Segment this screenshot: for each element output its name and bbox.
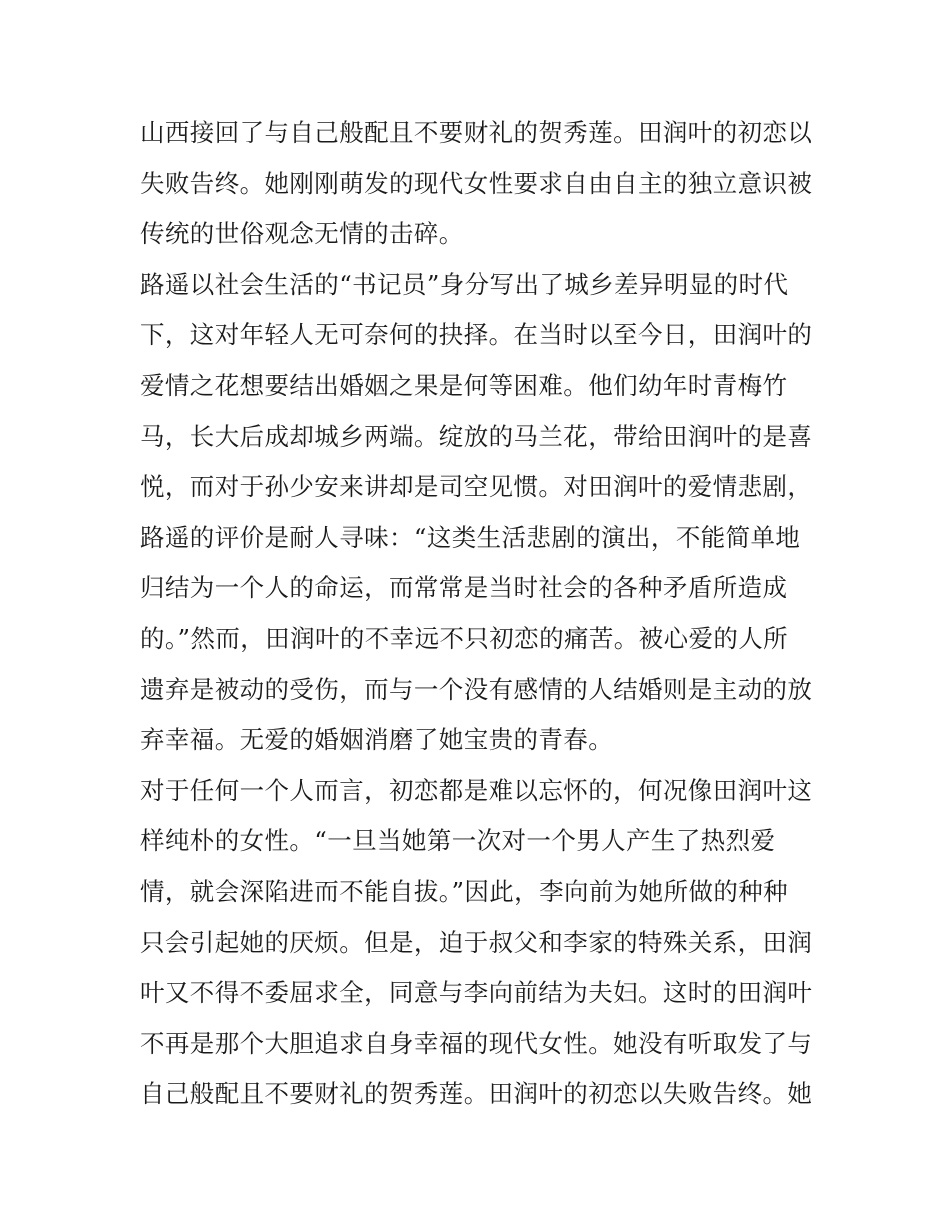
text-line: 情，就会深陷进而不能自拔。”因此，李向前为她所做的种种 (140, 876, 789, 906)
text-line: 对于任何一个人而言，初恋都是难以忘怀的，何况像田润叶这 (140, 775, 813, 805)
text-line: 传统的世俗观念无情的击碎。 (140, 219, 464, 249)
text-line: 样纯朴的女性。“一旦当她第一次对一个男人产生了热烈爱 (140, 826, 776, 856)
body-text (140, 108, 820, 1120)
text-line: 叶又不得不委屈求全，同意与李向前结为夫妇。这时的田润叶 (140, 978, 813, 1008)
text-line: 马，长大后成却城乡两端。绽放的马兰花，带给田润叶的是喜 (140, 421, 813, 451)
text-line: 山西接回了与自己般配且不要财礼的贺秀莲。田润叶的初恋以 (140, 118, 813, 147)
text-line: 爱情之花想要结出婚姻之果是何等困难。他们幼年时青梅竹 (140, 370, 788, 400)
text-line: 自己般配且不要财礼的贺秀莲。田润叶的初恋以失败告终。她 (140, 1079, 813, 1109)
text-line: 悦，而对于孙少安来讲却是司空见惯。对田润叶的爱情悲剧， (140, 472, 813, 502)
text-line: 下，这对年轻人无可奈何的抉择。在当时以至今日，田润叶的 (140, 320, 813, 350)
text-line: 路遥以社会生活的“书记员”身分写出了城乡差异明显的时代 (140, 269, 789, 299)
text-line: 只会引起她的厌烦。但是，迫于叔父和李家的特殊关系，田润 (140, 927, 813, 957)
text-line: 不再是那个大胆追求自身幸福的现代女性。她没有听取发了与 (140, 1028, 813, 1058)
text-line: 路遥的评价是耐人寻味：“这类生活悲剧的演出，不能简单地 (140, 522, 801, 552)
text-line: 弃幸福。无爱的婚姻消磨了她宝贵的青春。 (140, 725, 614, 755)
text-line: 的。”然而，田润叶的不幸远不只初恋的痛苦。被心爱的人所 (140, 623, 789, 653)
text-line: 遗弃是被动的受伤，而与一个没有感情的人结婚则是主动的放 (140, 674, 813, 704)
text-line: 归结为一个人的命运，而常常是当时社会的各种矛盾所造成 (140, 573, 788, 603)
text-line: 失败告终。她刚刚萌发的现代女性要求自由自主的独立意识被 (140, 168, 813, 198)
